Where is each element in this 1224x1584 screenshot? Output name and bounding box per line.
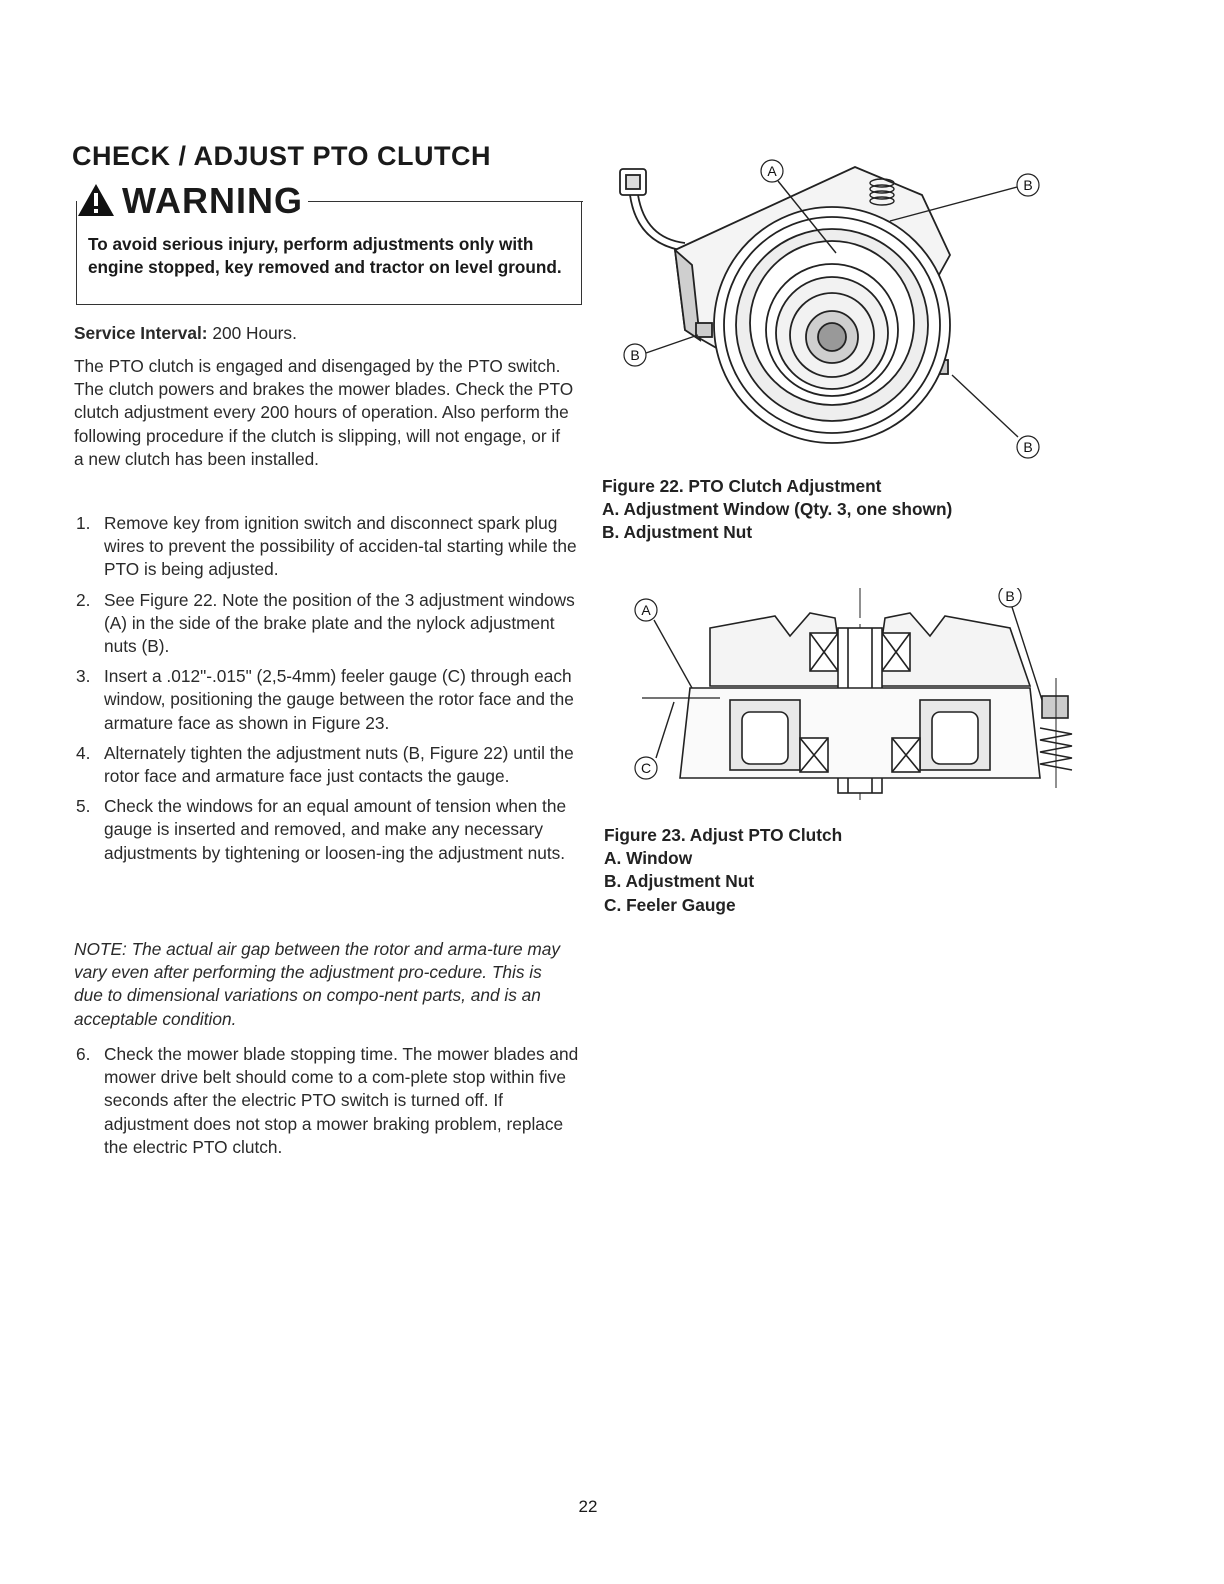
list-item bbox=[74, 1043, 579, 1166]
figure-22-caption-block bbox=[602, 475, 952, 545]
list-item bbox=[74, 795, 579, 865]
step-text: Check the windows for an equal amount of tension when the gauge is inserted and removed, and make any necessary adjustments by tightening or loosen-ing the adjustment nuts. bbox=[104, 796, 567, 863]
step-text: See Figure 22. Note the position of the 3 adjustment windows (A) in the side of the brake plate and the nylock adjustment nuts (B). bbox=[104, 589, 575, 657]
fig22-callout-b-left: B bbox=[630, 347, 640, 363]
list-item bbox=[74, 589, 579, 659]
step-text: Check the mower blade stopping time. The mower blades and mower drive belt should come to a com-plete stop within five seconds after the electric PTO switch is turned off. If adjustment does not stop a mower braking problem, replace the electric PTO clutch. bbox=[104, 1044, 579, 1157]
list-item bbox=[74, 665, 579, 735]
list-item bbox=[74, 512, 579, 582]
figure-23-caption-block bbox=[604, 824, 842, 917]
intro-paragraph: The PTO clutch is engaged and disengaged by the PTO switch. The clutch powers and brakes the mower blades. Check the PTO clutch adjustment every 200 hours of operation. Also perform the following procedure if the clutch is slipping, will not engage, or if a new clutch has been installed. bbox=[74, 356, 574, 469]
step-number: 6. bbox=[76, 1044, 91, 1064]
figure-22-item-b: B. Adjustment Nut bbox=[602, 522, 753, 543]
fig23-callout-a: A bbox=[641, 602, 651, 618]
fig22-callout-b-bottom: B bbox=[1023, 439, 1033, 455]
list-item bbox=[74, 742, 579, 788]
procedure-steps bbox=[74, 512, 579, 872]
step-6 bbox=[74, 1043, 579, 1159]
figure-23-item-c: C. Feeler Gauge bbox=[604, 894, 736, 915]
step-number: 3. bbox=[76, 666, 91, 687]
figure-22-caption: Figure 22. PTO Clutch Adjustment bbox=[602, 476, 882, 496]
fig23-callout-c: C bbox=[640, 760, 652, 776]
service-interval bbox=[74, 322, 297, 345]
note-paragraph: NOTE: The actual air gap between the rotor and arma-ture may vary even after performing the adjustment pro-cedure. This is due to dimensional variations on compo-nent parts, and is an acceptable condition. bbox=[74, 939, 561, 1029]
warning-text: To avoid serious injury, perform adjustments only with engine stopped, key removed and tractor on level ground. bbox=[88, 234, 562, 277]
service-interval-value: 200 Hours. bbox=[212, 323, 297, 343]
figure-22-item-a: A. Adjustment Window (Qty. 3, one shown) bbox=[602, 499, 953, 520]
figure-23-item-b: B. Adjustment Nut bbox=[604, 871, 755, 892]
step-number: 2. bbox=[76, 589, 91, 610]
page-number: 22 bbox=[578, 1497, 598, 1516]
step-number: 4. bbox=[76, 742, 91, 763]
fig23-callout-b: B bbox=[1005, 588, 1015, 604]
figure-23-item-a: A. Window bbox=[604, 848, 693, 869]
warning-word: WARNING bbox=[122, 180, 303, 221]
fig22-callout-b-top: B bbox=[1023, 177, 1033, 193]
figure-23-illustration bbox=[610, 588, 1098, 803]
step-number: 1. bbox=[76, 513, 91, 533]
step-number: 5. bbox=[76, 796, 91, 817]
figure-23-caption: Figure 23. Adjust PTO Clutch bbox=[604, 825, 843, 845]
fig22-callout-a: A bbox=[767, 163, 777, 179]
step-text: Insert a .012"-.015" (2,5-4mm) feeler gauge (C) through each window, positioning the gauge between the rotor face and the armature face as shown in Figure 23. bbox=[104, 666, 574, 733]
step-text: Remove key from ignition switch and disconnect spark plug wires to prevent the possibility of acciden-tal starting while the PTO is being adjusted. bbox=[104, 513, 577, 580]
section-title: CHECK / ADJUST PTO CLUTCH bbox=[72, 141, 492, 171]
service-interval-label: Service Interval: bbox=[74, 323, 208, 343]
step-text: Alternately tighten the adjustment nuts (B, Figure 22) until the rotor face and armature face just contacts the gauge. bbox=[104, 742, 574, 787]
figure-22-illustration bbox=[600, 155, 1060, 465]
